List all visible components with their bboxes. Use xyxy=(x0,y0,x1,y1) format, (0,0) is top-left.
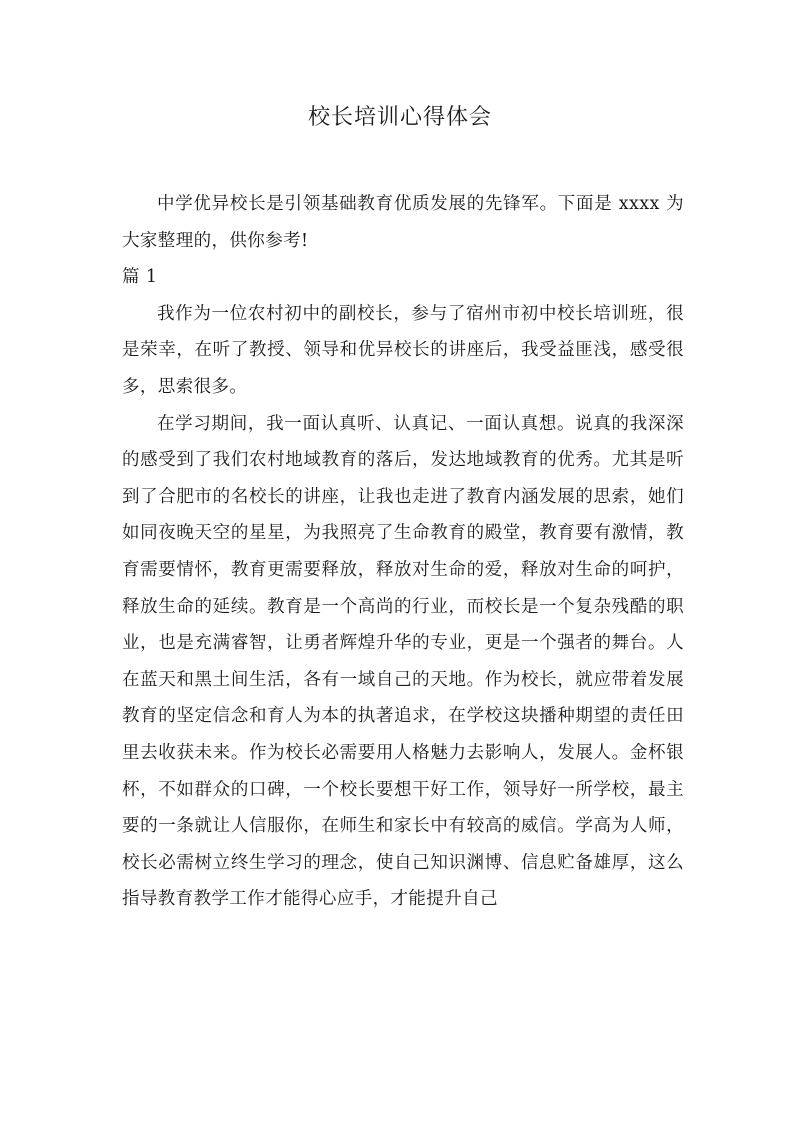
document-body xyxy=(122,186,684,918)
intro-paragraph: 中学优异校长是引领基础教育优质发展的先锋军。下面是 xxxx 为大家整理的，供你参考! xyxy=(122,194,684,251)
document-title: 校长培训心得体会 xyxy=(307,105,492,130)
section-heading: 篇 1 xyxy=(122,267,158,288)
body-paragraph-2: 在学习期间，我一面认真听、认真记、一面认真想。说真的我深深的感受到了我们农村地域教育的落后，发达地域教育的优秀。尤其是听到了合肥市的名校长的讲座，让我也走进了教育内涵发展的思索，她们如同夜晚天空的星星，为我照亮了生命教育的殿堂，教育要有激情，教育需要情怀，教育更需要释放，释放对生命的爱，释放对生命的呵护，释放生命的延续。教育是一个高尚的行业，而校长是一个复杂残酷的职业，也是充满睿智，让勇者辉煌升华的专业，更是一个强者的舞台。人在蓝天和黑土间生活，各有一域自己的天地。作为校长，就应带着发展教育的坚定信念和育人为本的执著追求，在学校这块播种期望的责任田里去收获未来。作为校长必需要用人格魅力去影响人，发展人。金杯银杯，不如群众的口碑，一个校长要想干好工作，领导好一所学校，最主要的一条就让人信服你，在师生和家长中有较高的威信。学高为人师，校长必需树立终生学习的理念，使自己知识渊博、信息贮备雄厚，这么指导教育教学工作才能得心应手，才能提升自己 xyxy=(122,413,684,910)
body-paragraph-1: 我作为一位农村初中的副校长，参与了宿州市初中校长培训班，很是荣幸，在听了教授、领导和优异校长的讲座后，我受益匪浅，感受很多，思索很多。 xyxy=(122,303,684,397)
